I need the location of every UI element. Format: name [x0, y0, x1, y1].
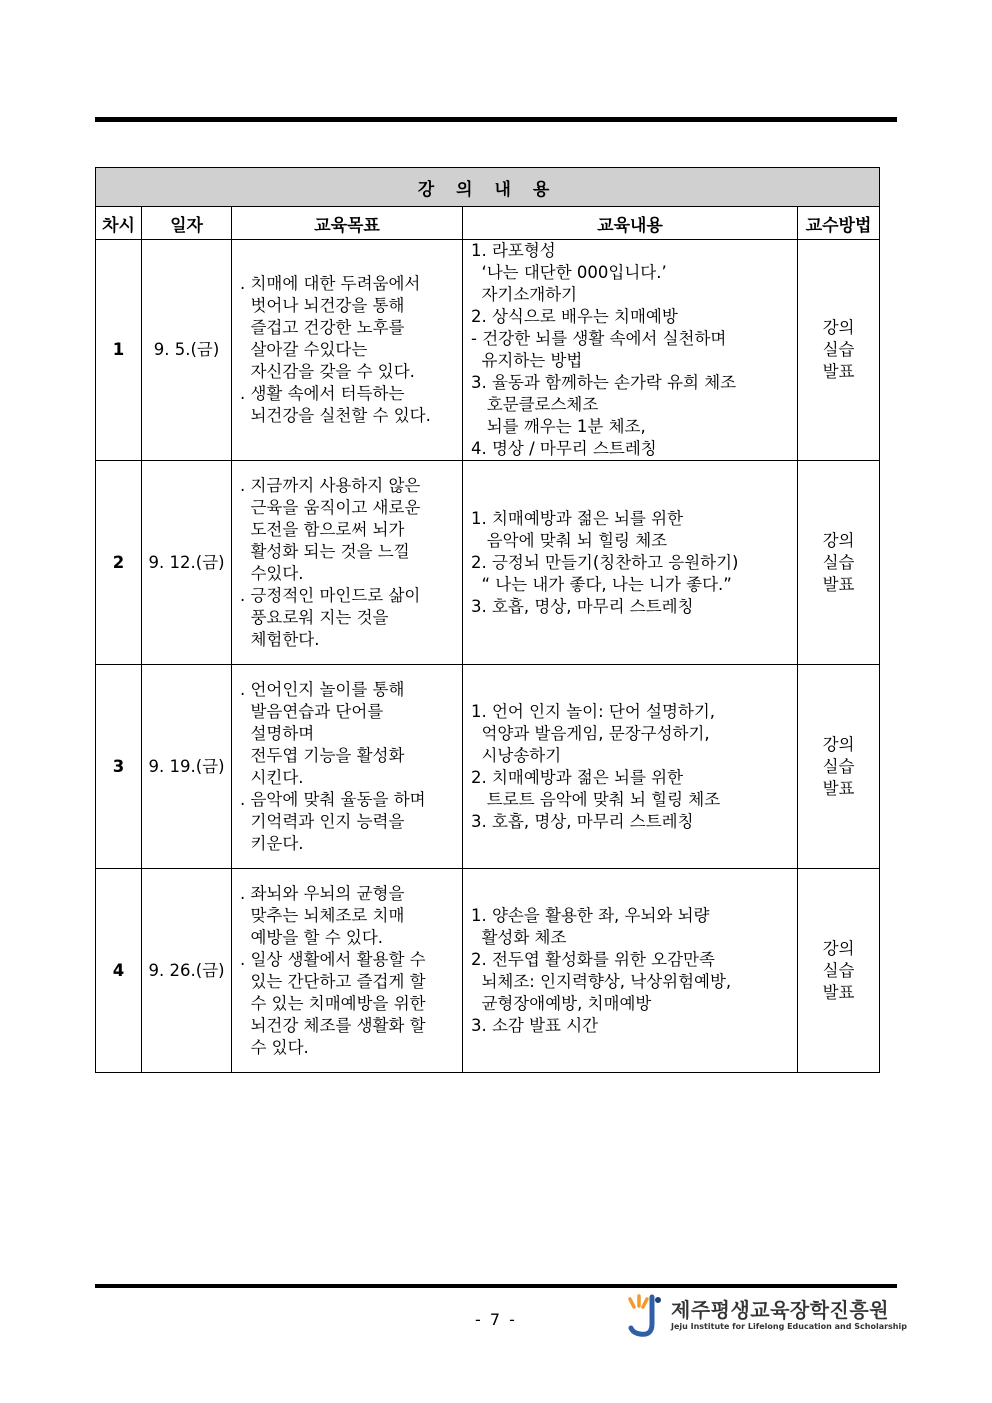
lecture-table: [95, 167, 880, 1073]
goal-cell-line: 키운다.: [240, 833, 304, 853]
goal-cell-line: 기억력과 인지 능력을: [240, 811, 405, 831]
content-cell-line: 2. 전두엽 활성화를 위한 오감만족: [471, 949, 715, 969]
method-cell-line: 강의: [822, 318, 855, 337]
goal-cell-line: 체험한다.: [240, 629, 320, 649]
content-cell-line: 균형장애예방, 치매예방: [471, 993, 652, 1013]
session-cell: 2: [96, 461, 142, 665]
goal-cell-line: 예방을 할 수 있다.: [240, 927, 384, 947]
goal-cell-line: . 긍정적인 마인드로 삶이: [240, 585, 421, 605]
goal-cell-line: 있는 간단하고 즐겁게 할: [240, 971, 426, 991]
method-cell-line: 발표: [822, 778, 855, 798]
content-cell-line: 3. 율동과 함께하는 손가락 유희 체조: [471, 373, 737, 392]
method-cell-line: 강의: [822, 938, 855, 958]
method-cell: [798, 665, 880, 869]
goal-cell-line: . 치매에 대한 두려움에서: [240, 274, 421, 293]
method-cell-line: 실습: [822, 960, 855, 980]
method-cell-line: 강의: [822, 734, 855, 754]
content-cell-line: 3. 호흡, 명상, 마무리 스트레칭: [471, 811, 694, 831]
session-cell: 4: [96, 869, 142, 1073]
header-session: 차시: [96, 207, 142, 240]
content-cell-line: 호문클로스체조: [471, 395, 599, 414]
content-cell-line: 2. 치매예방과 젊은 뇌를 위한: [471, 767, 684, 787]
session-cell: 1: [96, 240, 142, 461]
date-cell: 9. 26.(금): [142, 869, 232, 1073]
goal-cell-line: . 지금까지 사용하지 않은: [240, 475, 421, 495]
header-method: 교수방법: [798, 207, 880, 240]
method-cell-line: 발표: [822, 574, 855, 594]
goal-cell-line: 전두엽 기능을 활성화: [240, 745, 405, 765]
method-cell: [798, 240, 880, 461]
header-content: 교육내용: [463, 207, 798, 240]
method-cell-line: 발표: [822, 982, 855, 1002]
content-cell-line: 억양과 발음게임, 문장구성하기,: [471, 723, 710, 743]
goal-cell: [232, 240, 463, 461]
table-header-row: [96, 207, 880, 240]
content-cell-line: 유지하는 방법: [471, 351, 583, 370]
goal-cell-line: 시킨다.: [240, 767, 304, 787]
page-number: - 7 -: [475, 1310, 517, 1329]
org-emblem-icon: [625, 1292, 669, 1340]
goal-cell-line: 자신감을 갖을 수 있다.: [240, 362, 415, 381]
date-cell: 9. 19.(금): [142, 665, 232, 869]
content-cell-line: 트로트 음악에 맞춰 뇌 힐링 체조: [471, 789, 721, 809]
goal-cell-line: 풍요로워 지는 것을: [240, 607, 389, 627]
content-cell-line: 뇌를 깨우는 1분 체조,: [471, 417, 646, 436]
content-cell-line: 1. 언어 인지 놀이: 단어 설명하기,: [471, 701, 716, 721]
method-cell-line: 발표: [822, 362, 855, 381]
goal-cell-line: 맞추는 뇌체조로 치매: [240, 905, 405, 925]
table-title: 강 의 내 용: [96, 168, 880, 207]
header-goal: 교육목표: [232, 207, 463, 240]
method-cell-line: 실습: [822, 756, 855, 776]
content-cell-line: 시낭송하기: [471, 745, 562, 765]
org-name-english: Jeju Institute for Lifelong Education and Scholarship: [671, 1322, 907, 1331]
content-cell-line: 자기소개하기: [471, 285, 578, 304]
goal-cell-line: 벗어나 뇌건강을 통해: [240, 296, 405, 315]
method-cell: [798, 869, 880, 1073]
org-logo: [625, 1292, 907, 1340]
goal-cell-line: 도전을 함으로써 뇌가: [240, 519, 405, 539]
goal-cell-line: 뇌건강을 실천할 수 있다.: [240, 406, 431, 425]
content-cell-line: ‘나는 대단한 000입니다.’: [471, 263, 667, 282]
method-cell-line: 실습: [822, 340, 855, 359]
goal-cell-line: . 음악에 맞춰 율동을 하며: [240, 789, 426, 809]
content-cell: [463, 461, 798, 665]
content-cell-line: 1. 라포형성: [471, 241, 556, 260]
method-cell-line: 강의: [822, 530, 855, 550]
content-cell-line: 1. 치매예방과 젊은 뇌를 위한: [471, 508, 684, 528]
goal-cell-line: 활성화 되는 것을 느낄: [240, 541, 410, 561]
goal-cell-line: 수 있다.: [240, 1037, 309, 1057]
content-cell-line: 2. 긍정뇌 만들기(칭찬하고 응원하기): [471, 552, 739, 572]
content-cell: [463, 240, 798, 461]
top-rule: [95, 117, 897, 122]
goal-cell-line: 설명하며: [240, 723, 315, 743]
content-cell-line: 뇌체조: 인지력향상, 낙상위험예방,: [471, 971, 732, 991]
content-cell: [463, 869, 798, 1073]
content-cell-line: 4. 명상 / 마무리 스트레칭: [471, 439, 657, 458]
table-row: [96, 665, 880, 869]
goal-cell-line: . 일상 생활에서 활용할 수: [240, 949, 426, 969]
goal-cell-line: 즐겁고 건강한 노후를: [240, 318, 405, 337]
table-row: [96, 461, 880, 665]
content-cell: [463, 665, 798, 869]
goal-cell-line: 발음연습과 단어를: [240, 701, 384, 721]
goal-cell-line: 수 있는 치매예방을 위한: [240, 993, 426, 1013]
goal-cell-line: 뇌건강 체조를 생활화 할: [240, 1015, 426, 1035]
date-cell: 9. 5.(금): [142, 240, 232, 461]
goal-cell-line: 근육을 움직이고 새로운: [240, 497, 421, 517]
content-cell-line: 2. 상식으로 배우는 치매예방: [471, 307, 678, 326]
goal-cell-line: . 좌뇌와 우뇌의 균형을: [240, 883, 405, 903]
header-date: 일자: [142, 207, 232, 240]
goal-cell: [232, 869, 463, 1073]
goal-cell-line: 살아갈 수있다는: [240, 340, 368, 359]
content-cell-line: 3. 호흡, 명상, 마무리 스트레칭: [471, 596, 694, 616]
content-cell-line: 음악에 맞춰 뇌 힐링 체조: [471, 530, 668, 550]
goal-cell-line: . 언어인지 놀이를 통해: [240, 679, 405, 699]
content-cell-line: “ 나는 내가 좋다, 나는 니가 좋다.”: [471, 574, 732, 594]
method-cell-line: 실습: [822, 552, 855, 572]
bottom-rule: [95, 1284, 897, 1288]
session-cell: 3: [96, 665, 142, 869]
table-row: [96, 869, 880, 1073]
goal-cell-line: 수있다.: [240, 563, 304, 583]
content-cell-line: 1. 양손을 활용한 좌, 우뇌와 뇌량: [471, 905, 710, 925]
goal-cell-line: . 생활 속에서 터득하는: [240, 384, 405, 403]
method-cell: [798, 461, 880, 665]
content-cell-line: 3. 소감 발표 시간: [471, 1015, 599, 1035]
content-cell-line: 활성화 체조: [471, 927, 567, 947]
date-cell: 9. 12.(금): [142, 461, 232, 665]
goal-cell: [232, 665, 463, 869]
org-name: 제주평생교육장학진흥원: [671, 1298, 890, 1322]
table-row: [96, 240, 880, 461]
content-cell-line: - 건강한 뇌를 생활 속에서 실천하며: [471, 329, 727, 348]
goal-cell: [232, 461, 463, 665]
